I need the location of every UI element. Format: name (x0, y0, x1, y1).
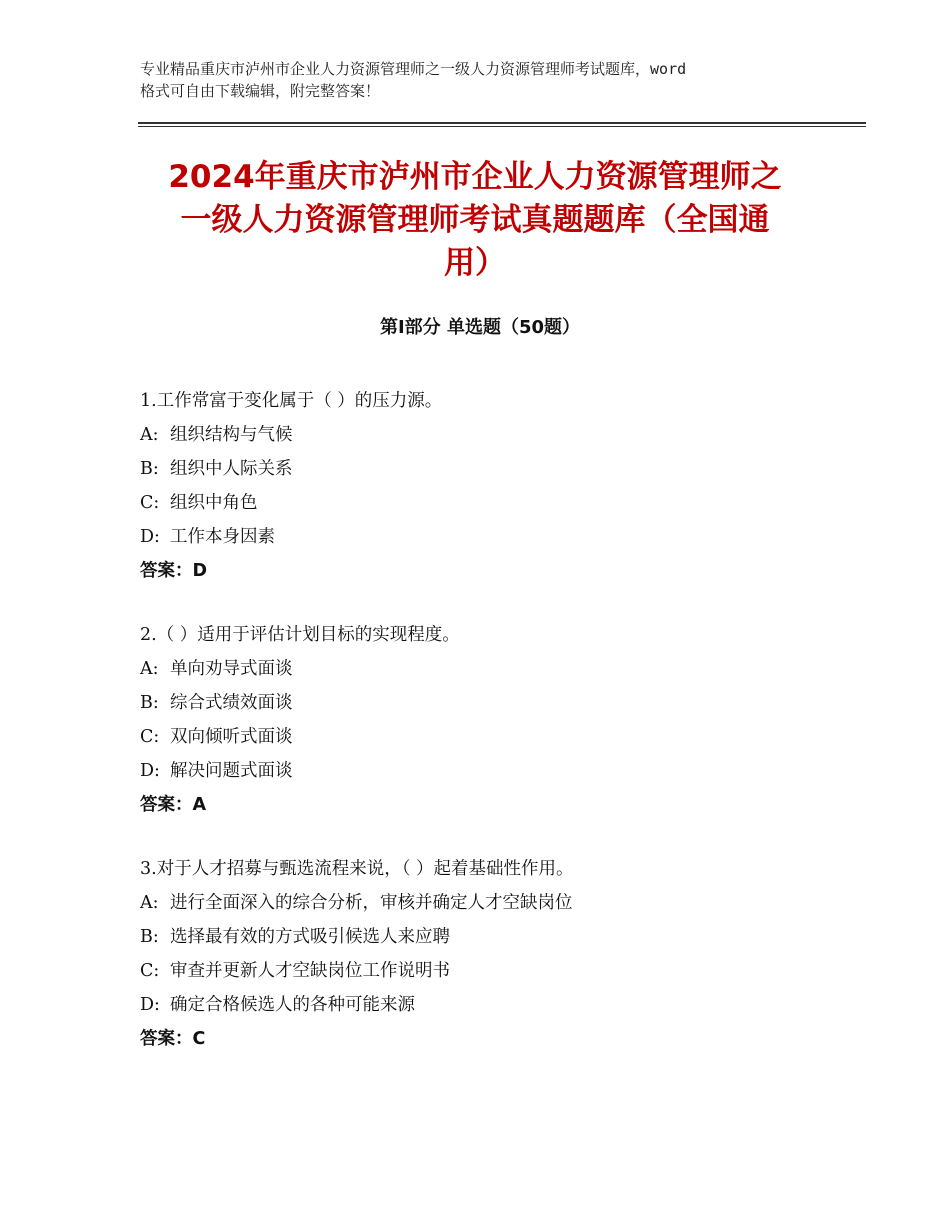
option-text: 解决问题式面谈 (170, 761, 293, 781)
option-text: 双向倾听式面谈 (170, 727, 293, 747)
option-text: 选择最有效的方式吸引候选人来应聘 (170, 927, 450, 947)
question-stem: 3.对于人才招募与甄选流程来说，（ ）起着基础性作用。 (140, 859, 574, 879)
option-letter: C: (140, 961, 160, 981)
document-title-line1: 2024年重庆市泸州市企业人力资源管理师之 (168, 159, 782, 195)
option-letter: A: (140, 659, 159, 679)
section-title: 第Ⅰ部分 单选题（50题） (379, 317, 580, 338)
option-text: 确定合格候选人的各种可能来源 (170, 995, 415, 1015)
option-a (140, 886, 840, 920)
option-text: 工作本身因素 (170, 527, 275, 547)
option-c (140, 954, 840, 988)
option-text: 进行全面深入的综合分析，审核并确定人才空缺岗位 (170, 893, 573, 913)
option-b (140, 686, 840, 720)
option-letter: D: (140, 527, 160, 547)
header-divider-thin (138, 126, 866, 127)
answer-line: 答案：A (140, 795, 207, 815)
header-note-line2: 格式可自由下载编辑，附完整答案！ (140, 82, 381, 100)
question-stem: 1.工作常富于变化属于（ ）的压力源。 (140, 391, 443, 411)
option-a (140, 418, 840, 452)
answer-line: 答案：D (140, 561, 208, 581)
option-text: 综合式绩效面谈 (170, 693, 293, 713)
option-letter: A: (140, 893, 159, 913)
option-letter: C: (140, 493, 160, 513)
option-letter: A: (140, 425, 159, 445)
option-letter: B: (140, 693, 159, 713)
option-text: 组织结构与气候 (170, 425, 293, 445)
document-title-line2: 一级人力资源管理师考试真题题库（全国通 (180, 202, 770, 238)
question-3 (140, 852, 840, 1056)
option-c (140, 486, 840, 520)
header-divider-thick (138, 122, 866, 124)
option-letter: D: (140, 761, 160, 781)
option-letter: C: (140, 727, 160, 747)
option-text: 组织中人际关系 (170, 459, 293, 479)
option-d (140, 520, 840, 554)
document-title-line3: 用） (444, 245, 506, 281)
header-note (140, 58, 830, 102)
answer-line: 答案：C (140, 1029, 206, 1049)
option-text: 单向劝导式面谈 (170, 659, 293, 679)
option-d (140, 754, 840, 788)
question-stem: 2.（ ）适用于评估计划目标的实现程度。 (140, 625, 460, 645)
option-d (140, 988, 840, 1022)
option-letter: B: (140, 459, 159, 479)
option-letter: D: (140, 995, 160, 1015)
header-note-line1: 专业精品重庆市泸州市企业人力资源管理师之一级人力资源管理师考试题库，word (140, 60, 687, 78)
document-title (135, 156, 815, 285)
option-text: 审查并更新人才空缺岗位工作说明书 (170, 961, 450, 981)
option-b (140, 452, 840, 486)
option-text: 组织中角色 (170, 493, 258, 513)
question-1 (140, 384, 840, 588)
option-a (140, 652, 840, 686)
question-2 (140, 618, 840, 822)
option-b (140, 920, 840, 954)
question-list (140, 384, 840, 1086)
option-c (140, 720, 840, 754)
option-letter: B: (140, 927, 159, 947)
